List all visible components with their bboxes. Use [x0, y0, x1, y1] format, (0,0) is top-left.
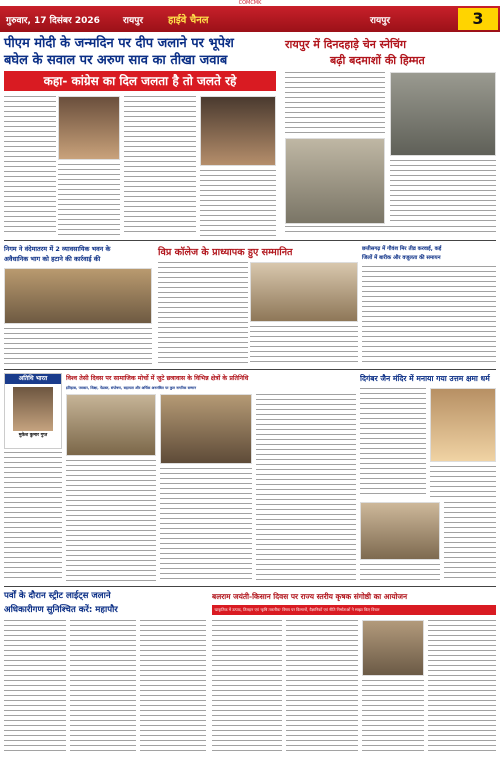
top-strip: COMCMK [0, 0, 500, 6]
chain-headline-1: रायपुर में दिनदहाड़े चेन स्नेचिंग [285, 38, 407, 51]
divider [4, 240, 496, 241]
edition-right: रायपुर [370, 16, 391, 26]
disabled-sub: इतिहास, पत्रकार, शिक्षा, पेंडास्त, संपोषण, सहायता और अर्थिक अनलंबित पर कुल नागरिक सम्मान [66, 386, 197, 390]
agency-name: मुकेश कुमार गुप्त [18, 433, 48, 438]
chain-headline-2: बढ़ी बदमाशों की हिम्मत [330, 54, 425, 67]
lead-body-col-4 [200, 170, 276, 236]
agency-body [4, 452, 62, 582]
festival-headline-1: पर्वों के दौरान स्ट्रीट लाईट्स जलाने [4, 591, 111, 601]
balram-strap: 'प्राकृतिक में उत्पाद, तिलहन एवं 'कृषि तकनीक' विषय पर किसानों, वैज्ञानिकों एवं नीति निर्माताओं ने साझा किए विचार [212, 605, 496, 615]
nigam-photo [4, 268, 152, 324]
nigam-headline-2: अवैधानिक भाग को हटाने की कार्रवाई की [4, 255, 101, 263]
divider [4, 586, 496, 587]
chain-photo-cctv [390, 72, 496, 156]
lead-body-col-1 [4, 96, 56, 236]
balram-body-2 [286, 620, 358, 752]
lead-body-col-3 [124, 96, 196, 236]
lead-body-col-2 [58, 164, 120, 236]
vipra-body-2 [250, 326, 358, 366]
balram-photo [362, 620, 424, 676]
jain-body-3 [444, 502, 496, 582]
agency-title: अतिथि भारत [5, 374, 61, 384]
vipra-photo [250, 262, 358, 322]
issue-date: गुरुवार, 17 दिसंबर 2026 [6, 16, 100, 26]
jain-body-4 [360, 564, 440, 582]
disabled-photo-1 [66, 394, 156, 456]
balram-body-1 [212, 620, 282, 752]
lead-photo-bhupesh [58, 96, 120, 160]
lead-headline-1: पीएम मोदी के जन्मदिन पर दीप जलाने पर भूपेश [4, 36, 234, 51]
chain-photo-street [285, 138, 385, 224]
festival-body-1 [4, 620, 66, 752]
nigam-headline-1: निगम ने वंदेमातरम में 2 व्यावसायिक भवन के [4, 245, 111, 253]
jain-body-1 [360, 388, 426, 498]
chain-body-2 [390, 160, 496, 224]
lead-strap: कहा- कांग्रेस का दिल जलता है तो जलते रहे [4, 71, 276, 91]
chain-body-3 [285, 226, 496, 236]
agency-photo [13, 387, 53, 431]
disabled-body-2 [160, 468, 252, 582]
page-number: 3 [458, 8, 498, 30]
disabled-photo-2 [160, 394, 252, 464]
vipra-headline: विप्र कॉलेज के प्राध्यापक हुए सम्मानित [158, 247, 293, 258]
edition-left: रायपुर [123, 16, 144, 26]
jain-photo-1 [430, 388, 496, 462]
disabled-body-3 [256, 394, 356, 582]
vipra-body [158, 262, 248, 366]
agency-box [4, 373, 62, 449]
masthead [0, 6, 500, 32]
police-body [362, 266, 496, 366]
balram-body-4 [428, 620, 496, 752]
jain-photo-2 [360, 502, 440, 560]
chain-body [285, 72, 385, 134]
lead-photo-arun [200, 96, 276, 166]
festival-headline-2: अधिकारीगण सुनिश्चित करें: महापौर [4, 605, 118, 615]
balram-body-3 [362, 680, 424, 752]
jain-headline: दिगंबर जैन मंदिर में मनाया गया उत्तम क्षमा धर्म [360, 374, 490, 383]
police-headline-1: छत्तीसगढ़ में गौवंश मिर तीव्र करवाई, कई [362, 246, 442, 252]
disabled-body-1 [66, 460, 156, 582]
festival-body-2 [70, 620, 136, 752]
balram-headline: बलराम जयंती-किसान दिवस पर राज्य स्तरीय कृषक संगोष्ठी का आयोजन [212, 592, 408, 601]
disabled-headline: विश्व तेसी दिवस पर सामाजिक मोर्चो में जुटे छत्रावास के विभिन्न क्षेत्रों के प्रतिनिधि [66, 375, 249, 382]
police-headline-2: जिलों में बारीक और वजूलता की समायन [362, 255, 441, 261]
nigam-body [4, 328, 152, 364]
lead-headline-2: बघेल के सवाल पर अरुण साव का तीखा जवाब [4, 53, 228, 68]
jain-body-2 [430, 466, 496, 498]
newspaper-brand: हाईवे चैनल [168, 15, 209, 26]
divider [4, 369, 496, 370]
festival-body-3 [140, 620, 206, 752]
